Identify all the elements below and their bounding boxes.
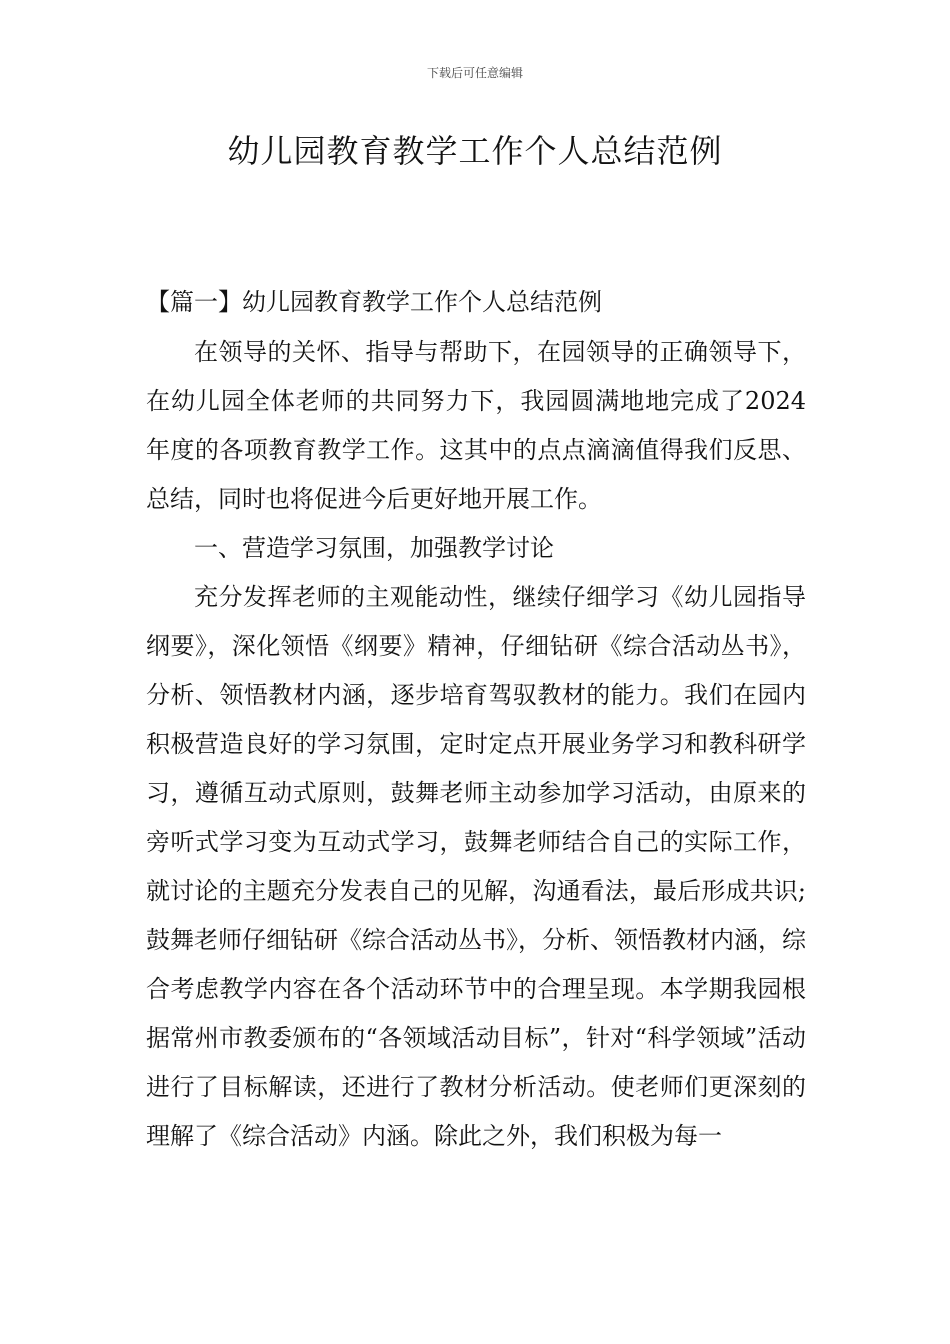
document-body (146, 328, 806, 1161)
paragraph-learning-atmosphere: 充分发挥老师的主观能动性，继续仔细学习《幼儿园指导纲要》，深化领悟《纲要》精神，仔细钻研《综合活动丛书》，分析、领悟教材内涵，逐步培育驾驭教材的能力。我们在园内积极营造良好的学习氛围，定时定点开展业务学习和教科研学习，遵循互动式原则，鼓舞老师主动参加学习活动，由原来的旁听式学习变为互动式学习，鼓舞老师结合自己的实际工作，就讨论的主题充分发表自己的见解，沟通看法，最后形成共识;鼓舞老师仔细钻研《综合活动丛书》，分析、领悟教材内涵，综合考虑教学内容在各个活动环节中的合理呈现。本学期我园根据常州市教委颁布的“各领域活动目标”，针对“科学领域”活动进行了目标解读，还进行了教材分析活动。使老师们更深刻的理解了《综合活动》内涵。除此之外，我们积极为每一 (146, 583, 806, 1150)
paragraph-intro: 在领导的关怀、指导与帮助下，在园领导的正确领导下，在幼儿园全体老师的共同努力下，我园圆满地地完成了2024年度的各项教育教学工作。这其中的点点滴滴值得我们反思、总结，同时也将促进今后更好地开展工作。 (146, 338, 806, 513)
document-title: 幼儿园教育教学工作个人总结范例 (227, 132, 723, 170)
section-heading: 【篇一】幼儿园教育教学工作个人总结范例 (146, 288, 602, 316)
header-note: 下载后可任意编辑 (426, 66, 523, 80)
subheading-learning-atmosphere: 一、营造学习氛围，加强教学讨论 (194, 534, 554, 562)
